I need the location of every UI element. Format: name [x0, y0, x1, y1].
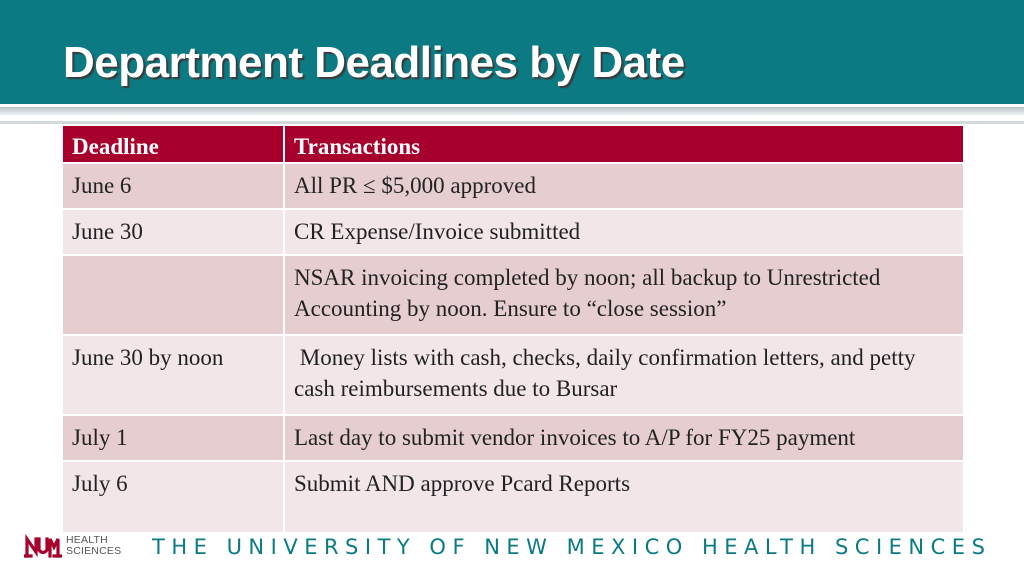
- deadline-cell: June 30 by noon: [62, 335, 284, 415]
- deadlines-table: [61, 124, 965, 534]
- deadline-cell: June 6: [62, 163, 284, 209]
- transaction-cell: NSAR invoicing completed by noon; all backup to Unrestricted Accounting by noon. Ensure to “close session”: [284, 255, 964, 335]
- column-header-transactions: Transactions: [284, 125, 964, 163]
- slide-title: Department Deadlines by Date: [63, 38, 685, 87]
- table-row: [62, 461, 964, 533]
- unm-logo-icon: [24, 534, 62, 560]
- transaction-cell: Last day to submit vendor invoices to A/P for FY25 payment: [284, 415, 964, 461]
- transaction-cell: Submit AND approve Pcard Reports: [284, 461, 964, 533]
- transaction-cell: All PR ≤ $5,000 approved: [284, 163, 964, 209]
- transaction-cell: CR Expense/Invoice submitted: [284, 209, 964, 255]
- table-row: [62, 415, 964, 461]
- table-row: [62, 335, 964, 415]
- table-header-row: [62, 125, 964, 163]
- health-sciences-wordmark: HEALTH SCIENCES: [66, 534, 122, 557]
- deadline-cell: July 1: [62, 415, 284, 461]
- table-row: [62, 255, 964, 335]
- table-row: [62, 163, 964, 209]
- transaction-cell: Money lists with cash, checks, daily confirmation letters, and petty cash reimbursements due to Bursar: [284, 335, 964, 415]
- university-name: THE UNIVERSITY OF NEW MEXICO HEALTH SCIENCES: [152, 535, 992, 559]
- title-divider: [0, 107, 1024, 115]
- table-row: [62, 209, 964, 255]
- deadline-cell: July 6: [62, 461, 284, 533]
- column-header-deadline: Deadline: [62, 125, 284, 163]
- deadline-cell: [62, 255, 284, 335]
- deadline-cell: June 30: [62, 209, 284, 255]
